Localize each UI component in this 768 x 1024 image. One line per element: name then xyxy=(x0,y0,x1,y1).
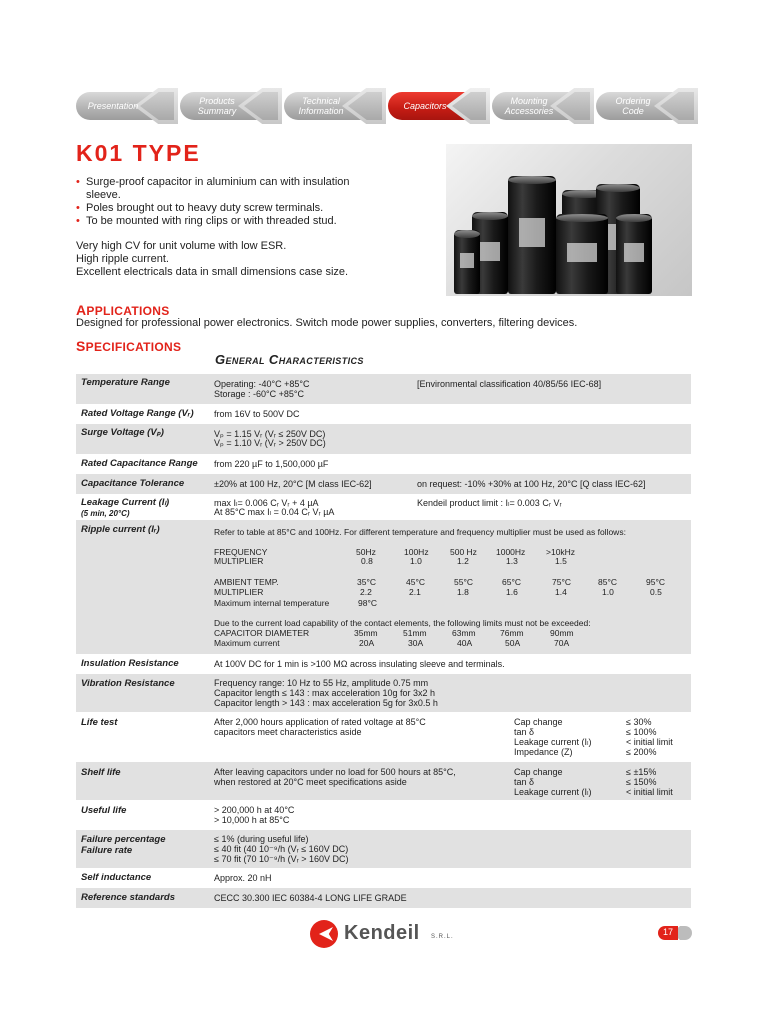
ripple-freq-mult: 1.3 xyxy=(506,556,518,566)
nav-tab-label: Technical Information xyxy=(298,96,344,116)
spec-label: Useful life xyxy=(81,805,127,816)
nav-tab-label: Capacitors xyxy=(403,101,447,111)
spec-row-leakage-current xyxy=(76,494,691,520)
shelf-limit: ≤ 150% xyxy=(626,777,657,787)
spec-row-temperature xyxy=(76,374,691,404)
nav-tab-label: Mounting Accessories xyxy=(504,96,554,116)
ripple-diameter-label: CAPACITOR DIAMETER xyxy=(214,628,310,638)
ripple-mult-label: MULTIPLIER xyxy=(214,587,264,597)
feature-item: • Surge-proof capacitor in aluminium can with insulation sleeve. xyxy=(76,176,386,202)
spec-row-rated-capacitance xyxy=(76,454,691,474)
spec-label: Rated Voltage Range (Vᵣ) xyxy=(81,408,194,419)
spec-label: Ripple current (Iᵣ) xyxy=(81,524,160,535)
spec-value: Storage : -60°C +85°C xyxy=(214,389,304,399)
applications-text: Designed for professional power electronics. Switch mode power supplies, converters, filtering devices. xyxy=(76,317,578,329)
spec-value: Capacitor length > 143 : max acceleration 5g for 3x0.5 h xyxy=(214,698,438,708)
nav-tab-products-summary[interactable] xyxy=(180,88,284,124)
spec-label: Failure percentage Failure rate xyxy=(81,834,166,856)
shelf-param: Cap change xyxy=(514,767,563,777)
feature-item: • To be mounted with ring clips or with threaded stud. xyxy=(76,215,386,228)
brand-logo-text: Kendeil xyxy=(344,922,420,944)
brand-suffix: S.R.L. xyxy=(431,934,454,940)
spec-value: After leaving capacitors under no load for 500 hours at 85°C, xyxy=(214,767,456,777)
spec-label: Surge Voltage (Vₚ) xyxy=(81,427,164,438)
shelf-param: tan δ xyxy=(514,777,535,787)
spec-label: Life test xyxy=(81,717,118,728)
life-limit: ≤ 30% xyxy=(626,717,652,727)
ripple-temp: 45°C xyxy=(406,577,425,587)
nav-tab-label: Presentation xyxy=(87,101,139,111)
ripple-maxcurrent: 70A xyxy=(554,638,570,648)
ripple-maxcurrent: 20A xyxy=(359,638,375,648)
page-number: 17 xyxy=(662,927,673,937)
spec-value: CECC 30.300 IEC 60384-4 LONG LIFE GRADE xyxy=(214,893,407,903)
ripple-temp-mult: 0.5 xyxy=(650,587,662,597)
spec-value: Vₚ = 1.10 Vᵣ (Vᵣ > 250V DC) xyxy=(214,438,326,448)
life-limit: ≤ 100% xyxy=(626,727,657,737)
spec-value: max Iₗ= 0.006 Cᵣ Vᵣ + 4 µA xyxy=(214,498,319,508)
ripple-temp-mult: 1.4 xyxy=(555,587,567,597)
specifications-heading: SPECIFICATIONS xyxy=(76,338,182,354)
ripple-diameter: 76mm xyxy=(500,628,524,638)
spec-value: from 220 µF to 1,500,000 µF xyxy=(214,459,329,469)
capacitor-image xyxy=(454,230,480,294)
intro-line: Very high CV for unit volume with low ESR. xyxy=(76,240,287,252)
spec-value: on request: -10% +30% at 100 Hz, 20°C [Q class IEC-62] xyxy=(417,479,646,489)
spec-value: Kendeil product limit : Iₗ= 0.003 Cᵣ Vᵣ xyxy=(417,498,562,508)
spec-label: Vibration Resistance xyxy=(81,678,175,689)
ripple-temp-mult: 2.1 xyxy=(409,587,421,597)
spec-value: Operating: -40°C +85°C xyxy=(214,379,310,389)
ripple-note: Due to the current load capability of the contact elements, the following limits must not be exceeded: xyxy=(214,618,591,628)
ripple-freq: 1000Hz xyxy=(496,547,526,557)
ripple-freq-label: FREQUENCY xyxy=(214,547,268,557)
page-number-badge xyxy=(658,926,692,940)
shelf-limit: < initial limit xyxy=(626,787,673,797)
capacitor-image xyxy=(556,214,608,294)
spec-value: Refer to table at 85°C and 100Hz. For different temperature and frequency multiplier must be used as follows: xyxy=(214,527,626,537)
nav-tab-capacitors[interactable] xyxy=(388,88,492,124)
spec-row-surge-voltage xyxy=(76,424,691,454)
kendeil-logo-icon xyxy=(310,920,338,948)
ripple-freq-mult: 0.8 xyxy=(361,556,373,566)
spec-row-life-test xyxy=(76,712,691,762)
spec-row-useful-life xyxy=(76,800,691,830)
intro-line: Excellent electricals data in small dimensions case size. xyxy=(76,266,349,278)
spec-value: Vₚ = 1.15 Vᵣ (Vᵣ ≤ 250V DC) xyxy=(214,429,326,439)
spec-value: ±20% at 100 Hz, 20°C [M class IEC-62] xyxy=(214,479,372,489)
spec-label: Insulation Resistance xyxy=(81,658,179,669)
ripple-temp: 85°C xyxy=(598,577,617,587)
spec-value: > 200,000 h at 40°C xyxy=(214,805,295,815)
spec-value: At 100V DC for 1 min is >100 MΩ across insulating sleeve and terminals. xyxy=(214,659,505,669)
spec-value: At 85°C max Iₗ = 0.04 Cᵣ Vᵣ µA xyxy=(214,507,335,517)
spec-label: Capacitance Tolerance xyxy=(81,478,185,489)
intro-line: High ripple current. xyxy=(76,253,169,265)
spec-value: Capacitor length ≤ 143 : max acceleration 10g for 3x2 h xyxy=(214,688,436,698)
nav-tab-label: Ordering Code xyxy=(615,96,651,116)
ripple-temp: 95°C xyxy=(646,577,665,587)
spec-row-rated-voltage xyxy=(76,404,691,424)
product-photo xyxy=(446,144,692,296)
spec-value: capacitors meet characteristics aside xyxy=(214,727,362,737)
ripple-temp: 55°C xyxy=(454,577,473,587)
nav-tab-ordering-code[interactable] xyxy=(596,88,700,124)
ripple-max-temp-value: 98°C xyxy=(358,598,377,608)
ripple-maxcurrent: 50A xyxy=(505,638,521,648)
spec-value: from 16V to 500V DC xyxy=(214,409,300,419)
life-param: Impedance (Z) xyxy=(514,747,573,757)
ripple-maxcurrent: 30A xyxy=(408,638,424,648)
nav-tab-presentation[interactable] xyxy=(76,88,180,124)
spec-value: After 2,000 hours application of rated voltage at 85°C xyxy=(214,717,426,727)
capacitor-image xyxy=(616,214,652,294)
page-title: K01 TYPE xyxy=(76,140,201,166)
shelf-param: Leakage current (Iₗ) xyxy=(514,787,592,797)
spec-row-shelf-life xyxy=(76,762,691,800)
ripple-diameter: 90mm xyxy=(550,628,574,638)
ripple-freq: 50Hz xyxy=(356,547,376,557)
spec-label: Leakage Current (Iₗ) (5 min, 20°C) xyxy=(81,497,170,518)
capacitor-image xyxy=(508,176,556,294)
ripple-maxcurrent-label: Maximum current xyxy=(214,638,280,648)
spec-row-ripple-current xyxy=(76,520,691,654)
ripple-freq: 500 Hz xyxy=(450,547,477,557)
ripple-freq: 100Hz xyxy=(404,547,429,557)
general-characteristics-heading: General Characteristics xyxy=(215,352,364,367)
ripple-diameter: 35mm xyxy=(354,628,378,638)
spec-value: ≤ 1% (during useful life) xyxy=(214,834,309,844)
ripple-temp-label: AMBIENT TEMP. xyxy=(214,577,279,587)
spec-label: Rated Capacitance Range xyxy=(81,458,198,469)
spec-value: ≤ 40 fit (40 10⁻⁹/h (Vᵣ ≤ 160V DC) xyxy=(214,844,349,854)
ripple-temp: 75°C xyxy=(552,577,571,587)
spec-label: Shelf life xyxy=(81,767,121,778)
ripple-freq-mult: 1.5 xyxy=(555,556,567,566)
ripple-maxcurrent: 40A xyxy=(457,638,473,648)
spec-value: [Environmental classification 40/85/56 IEC-68] xyxy=(417,379,602,389)
ripple-temp-mult: 1.8 xyxy=(457,587,469,597)
nav-tab-technical-information[interactable] xyxy=(284,88,388,124)
life-param: tan δ xyxy=(514,727,535,737)
ripple-diameter: 51mm xyxy=(403,628,427,638)
spec-value: when restored at 20°C meet specifications aside xyxy=(214,777,407,787)
ripple-diameter: 63mm xyxy=(452,628,476,638)
spec-row-reference-standards xyxy=(76,888,691,908)
ripple-temp-mult: 1.0 xyxy=(602,587,614,597)
ripple-max-temp-label: Maximum internal temperature xyxy=(214,598,330,608)
shelf-limit: ≤ ±15% xyxy=(626,767,657,777)
ripple-freq-mult: 1.2 xyxy=(457,556,469,566)
nav-tab-mounting-accessories[interactable] xyxy=(492,88,596,124)
spec-row-insulation xyxy=(76,654,691,674)
ripple-mult-label: MULTIPLIER xyxy=(214,556,264,566)
spec-value: Frequency range: 10 Hz to 55 Hz, amplitude 0.75 mm xyxy=(214,678,429,688)
ripple-temp: 35°C xyxy=(357,577,376,587)
spec-row-capacitance-tolerance xyxy=(76,474,691,494)
spec-value: Approx. 20 nH xyxy=(214,873,272,883)
spec-value: ≤ 70 fit (70 10⁻⁹/h (Vᵣ > 160V DC) xyxy=(214,854,349,864)
nav-tab-label: Products Summary xyxy=(197,96,237,116)
ripple-temp-mult: 2.2 xyxy=(360,587,372,597)
ripple-freq: >10kHz xyxy=(546,547,576,557)
life-limit: ≤ 200% xyxy=(626,747,657,757)
ripple-temp-mult: 1.6 xyxy=(506,587,518,597)
life-param: Cap change xyxy=(514,717,563,727)
spec-row-failure xyxy=(76,830,691,868)
intro-text xyxy=(76,240,396,279)
spec-row-self-inductance xyxy=(76,868,691,888)
spec-label: Reference standards xyxy=(81,892,175,903)
spec-label: Temperature Range xyxy=(81,377,170,388)
ripple-temp: 65°C xyxy=(502,577,521,587)
spec-row-vibration xyxy=(76,674,691,712)
ripple-freq-mult: 1.0 xyxy=(410,556,422,566)
feature-item: • Poles brought out to heavy duty screw terminals. xyxy=(76,202,386,215)
spec-value: > 10,000 h at 85°C xyxy=(214,815,290,825)
feature-list xyxy=(76,176,386,228)
life-param: Leakage current (Iₗ) xyxy=(514,737,592,747)
section-nav xyxy=(76,88,692,128)
applications-heading: APPLICATIONS xyxy=(76,302,170,318)
life-limit: < initial limit xyxy=(626,737,673,747)
spec-label: Self inductance xyxy=(81,872,152,883)
